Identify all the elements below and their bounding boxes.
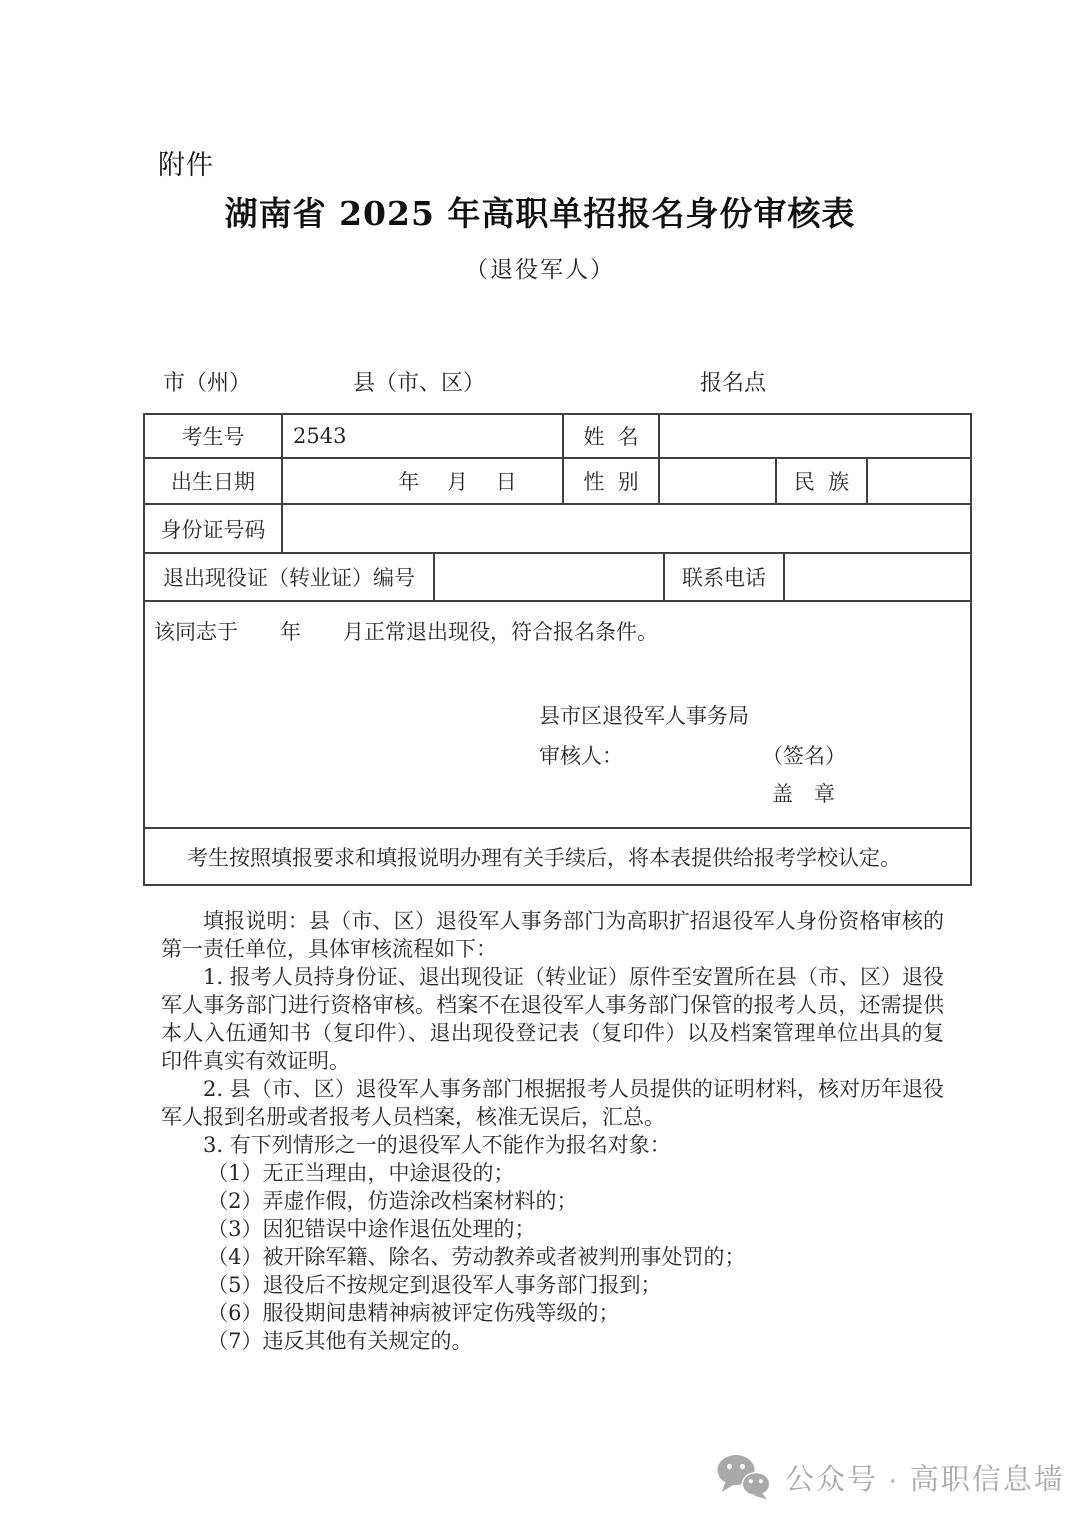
document-title: 湖南省 2025 年高职单招报名身份审核表 — [224, 194, 856, 233]
city-field-label: 市（州） — [163, 371, 252, 396]
note-text: 考生按照填报要求和填报说明办理有关手续后，将本表提供给报考学校认定。 — [187, 845, 901, 870]
cert-number-label: 退出现役证（转业证）编号 — [163, 566, 415, 590]
instructions-intro: 填报说明：县（市、区）退役军人事务部门为高职扩招退役军人身份资格审核的第一责任单位，具体审核流程如下： — [161, 909, 944, 961]
exam-no-value-cell — [283, 415, 564, 459]
watermark-text: 公众号 · 高职信息墙 — [785, 1463, 1065, 1496]
cert-number-value-cell — [435, 554, 665, 602]
disqualification-item-6: （6）服役期间患精神病被评定伤残等级的； — [207, 1301, 620, 1325]
office-name: 县市区退役军人事务局 — [539, 704, 749, 728]
id-number-label: 身份证号码 — [160, 517, 266, 542]
table-row-id-number — [145, 505, 970, 554]
instruction-step-3: 3. 有下列情形之一的退役军人不能作为报名对象： — [203, 1133, 671, 1157]
ethnicity-value-cell — [868, 459, 970, 505]
name-label: 姓 名 — [583, 425, 639, 449]
form-table — [143, 413, 972, 886]
cert-number-label-cell — [145, 554, 435, 602]
ethnicity-label-cell — [777, 459, 868, 505]
id-number-value-cell — [283, 505, 970, 554]
dob-value-cell — [283, 459, 564, 505]
instruction-step-1: 1. 报考人员持身份证、退出现役证（转业证）原件至安置所在县（市、区）退役军人事务部门进行资格审核。档案不在退役军人事务部门保管的报考人员，还需提供本人入伍通知书（复印件）、退出现役登记表（复印件）以及档案管理单位出具的复印件真实有效证明。 — [161, 965, 944, 1073]
instruction-step-2: 2. 县（市、区）退役军人事务部门根据报考人员提供的证明材料，核对历年退役军人报到名册或者报考人员档案，核准无误后，汇总。 — [161, 1077, 944, 1129]
document-subtitle: （退役军人） — [465, 257, 615, 283]
attachment-label: 附件 — [158, 150, 214, 180]
dob-label-cell — [145, 459, 283, 505]
phone-label-cell — [665, 554, 785, 602]
id-number-label-cell — [145, 505, 283, 554]
statement-text: 该同志于 年 月正常退出现役，符合报名条件。 — [154, 620, 658, 644]
gender-value-cell — [660, 459, 777, 505]
gender-label: 性 别 — [583, 470, 639, 494]
disqualification-item-7: （7）违反其他有关规定的。 — [207, 1329, 473, 1353]
disqualification-item-5: （5）退役后不按规定到退役军人事务部门报到； — [207, 1273, 662, 1297]
phone-value-cell — [785, 554, 970, 602]
signature-hint: （签名） — [762, 744, 846, 768]
table-row-note — [145, 829, 970, 884]
name-value-cell — [660, 415, 970, 459]
table-row-certificate — [145, 554, 970, 602]
disqualification-item-3: （3）因犯错误中途作退伍处理的； — [207, 1217, 536, 1241]
disqualification-item-2: （2）弄虚作假，仿造涂改档案材料的； — [207, 1189, 578, 1213]
county-field-label: 县（市、区） — [353, 371, 486, 396]
table-row-statement — [145, 602, 970, 829]
note-cell — [145, 829, 970, 884]
exam-no-value: 2543 — [293, 424, 347, 448]
exam-no-label: 考生号 — [181, 425, 245, 449]
disqualification-item-4: （4）被开除军籍、除名、劳动教养或者被判刑事处罚的； — [207, 1245, 746, 1269]
ethnicity-label: 民 族 — [793, 470, 850, 494]
seal-label: 盖 章 — [772, 782, 835, 806]
wechat-icon — [716, 1453, 772, 1501]
filling-instructions — [161, 907, 944, 1355]
dob-label: 出生日期 — [171, 470, 255, 494]
dob-placeholder: 年 月 日 — [398, 470, 517, 494]
statement-cell — [145, 602, 970, 829]
location-line — [0, 366, 1080, 396]
site-field-label: 报名点 — [700, 371, 767, 396]
name-label-cell — [564, 415, 660, 459]
phone-label: 联系电话 — [682, 566, 766, 590]
table-row-birth — [145, 459, 970, 505]
reviewer-label: 审核人： — [539, 744, 623, 768]
disqualification-item-1: （1）无正当理由，中途退役的； — [207, 1161, 515, 1185]
watermark — [716, 1453, 1065, 1501]
table-row-exam-no — [145, 415, 970, 459]
gender-label-cell — [564, 459, 660, 505]
exam-no-label-cell — [145, 415, 283, 459]
